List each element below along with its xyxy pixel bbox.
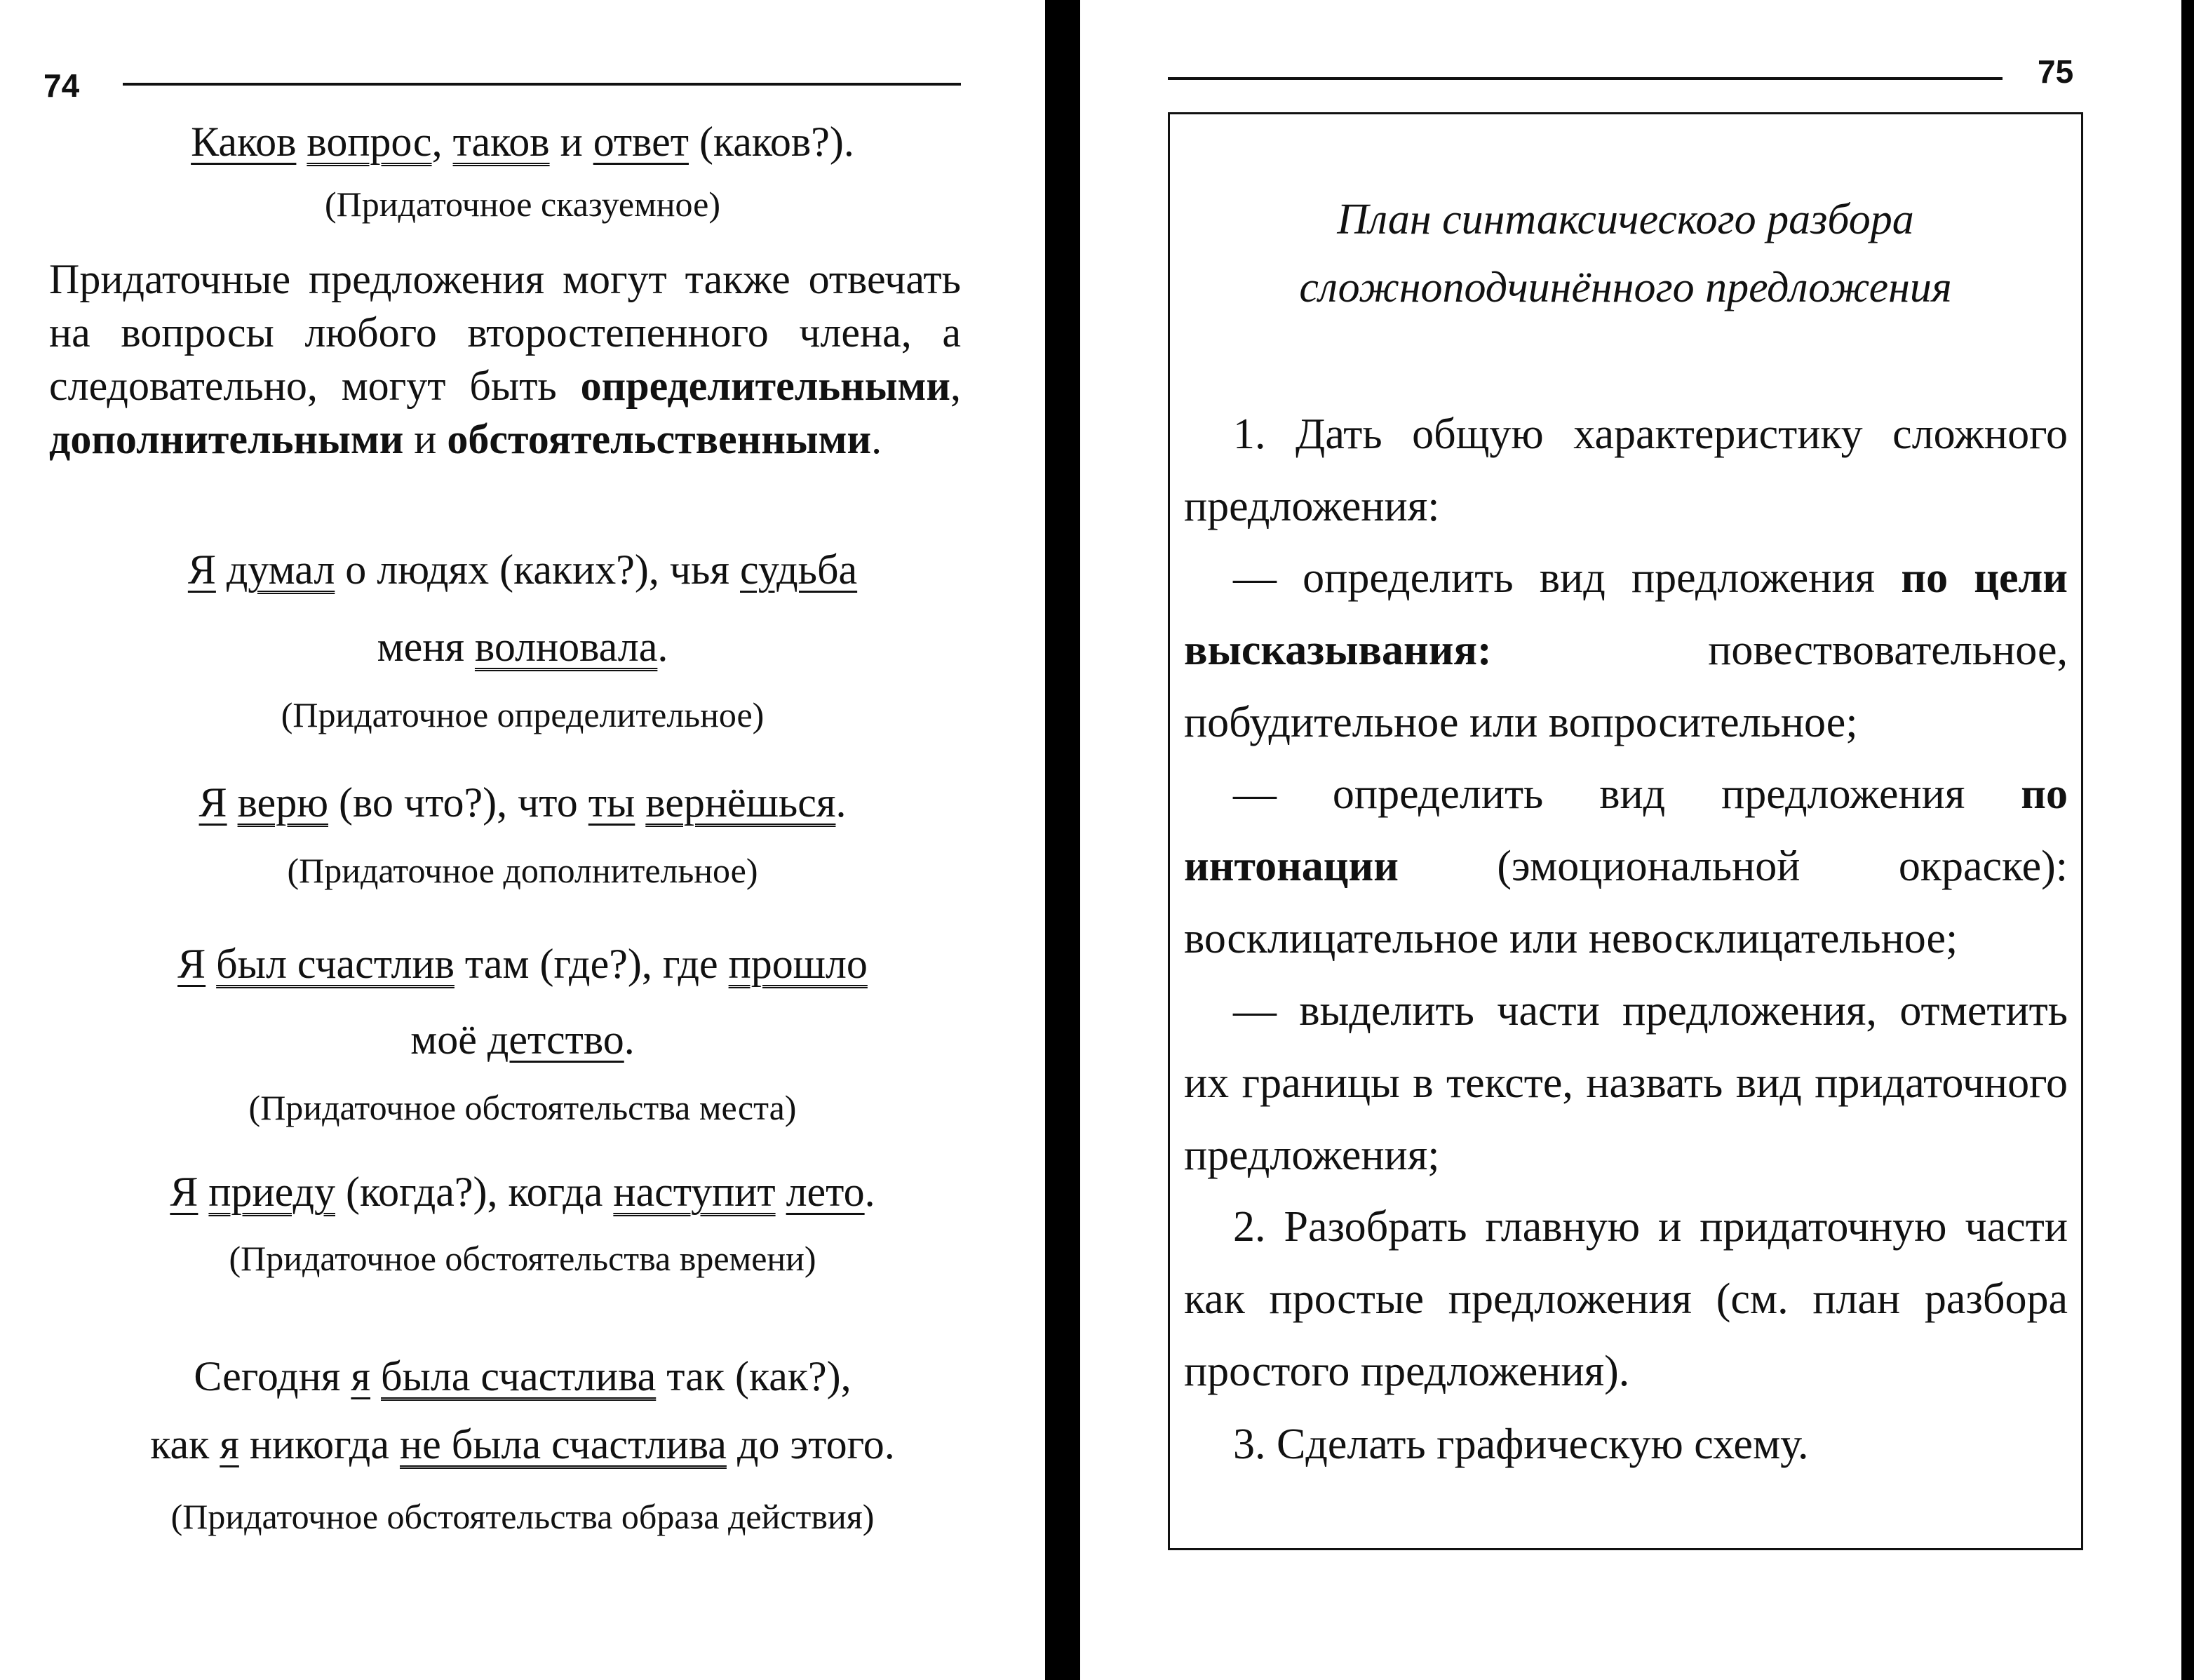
book-spine	[1045, 0, 1080, 1680]
predicate-word: волновала	[474, 624, 658, 670]
example-place-line2: моё детство.	[410, 1016, 635, 1063]
header-rule-left	[123, 83, 961, 86]
left-page	[0, 0, 1045, 1680]
example-object-clause: Я верю (во что?), что ты вернёшься.	[198, 779, 847, 826]
page-number-left: 74	[43, 67, 80, 104]
subject-word: судьба	[740, 546, 858, 593]
plan-item-1a: — определить вид предложения по цели высказывания: повествовательное, побудительное или вопросительное;	[1184, 554, 2068, 746]
caption-place: (Придаточное обстоятельства места)	[248, 1088, 797, 1127]
example-place-line1: Я был счастлив там (где?), где прошло	[177, 941, 868, 987]
page-number-right: 75	[2038, 53, 2074, 90]
predicate-word: думал	[226, 546, 335, 593]
caption-attributive: (Придаточное определительное)	[281, 695, 765, 734]
example-manner-line2: как я никогда не была счастлива до этого.	[150, 1421, 895, 1467]
caption-predicative: (Придаточное сказуемное)	[325, 184, 720, 224]
example-attributive-line2: меня волновала.	[377, 624, 668, 670]
predicate-word: наступит	[613, 1169, 776, 1215]
example-manner-line1: Сегодня я была счастлива так (как?),	[194, 1353, 852, 1399]
predicate-word: верю	[237, 779, 329, 826]
plan-item-1c: — выделить части предложения, отметить их границы в тексте, назвать вид придаточного предложения;	[1184, 987, 2068, 1179]
plan-item-2: 2. Разобрать главную и придаточную части как простые предложения (см. план разбора простого предложения).	[1184, 1203, 2068, 1395]
plan-title-line2: сложноподчинённого предложения	[1299, 264, 1952, 311]
predicate-word: приеду	[208, 1169, 335, 1215]
predicate-word: была счастлива	[381, 1353, 657, 1399]
subject-word: Каков	[191, 119, 297, 165]
plan-box	[1168, 112, 2083, 1550]
subject-word: Я	[170, 1169, 198, 1215]
predicate-word: вернёшься	[645, 779, 836, 826]
subject-word: Я	[187, 546, 216, 593]
right-page	[1080, 0, 2194, 1680]
subject-word: лето	[786, 1169, 865, 1215]
subject-word: я	[351, 1353, 371, 1399]
subject-word: ответ	[593, 119, 689, 165]
subject-word: Я	[177, 941, 206, 987]
predicate-word: был счастлив	[216, 941, 455, 987]
caption-manner: (Придаточное обстоятельства образа действия)	[170, 1497, 875, 1536]
header-rule-right	[1168, 77, 2003, 80]
example-predicative: Каков вопрос, таков и ответ (каков?).	[191, 119, 854, 165]
example-time: Я приеду (когда?), когда наступит лето.	[170, 1169, 875, 1215]
predicate-word: вопрос	[307, 119, 432, 165]
example-attributive-line1: Я думал о людях (каких?), чья судьба	[187, 546, 858, 593]
explanatory-paragraph: Придаточные предложения могут также отвечать на вопросы любого второстепенного члена, а следовательно, могут быть определительными, дополнительными и обстоятельственными.	[49, 256, 961, 462]
caption-time: (Придаточное обстоятельства времени)	[229, 1239, 816, 1278]
predicate-word: таков	[452, 119, 550, 165]
predicate-word: не была счастлива	[399, 1421, 727, 1467]
plan-title-line1: План синтаксического разбора	[1337, 196, 1914, 243]
plan-item-1b: — определить вид предложения по интонации (эмоциональной окраске): восклицательное или невосклицательное;	[1184, 770, 2068, 962]
subject-word: я	[220, 1421, 239, 1467]
caption-object-clause: (Придаточное дополнительное)	[287, 851, 758, 890]
predicate-word: прошло	[728, 941, 868, 987]
plan-item-3: 3. Сделать графическую схему.	[1233, 1420, 1809, 1468]
plan-item-1: 1. Дать общую характеристику сложного предложения:	[1184, 410, 2068, 530]
subject-word: детство	[487, 1016, 624, 1063]
subject-word: ты	[588, 779, 635, 826]
subject-word: Я	[198, 779, 227, 826]
page-edge	[2181, 0, 2194, 1680]
